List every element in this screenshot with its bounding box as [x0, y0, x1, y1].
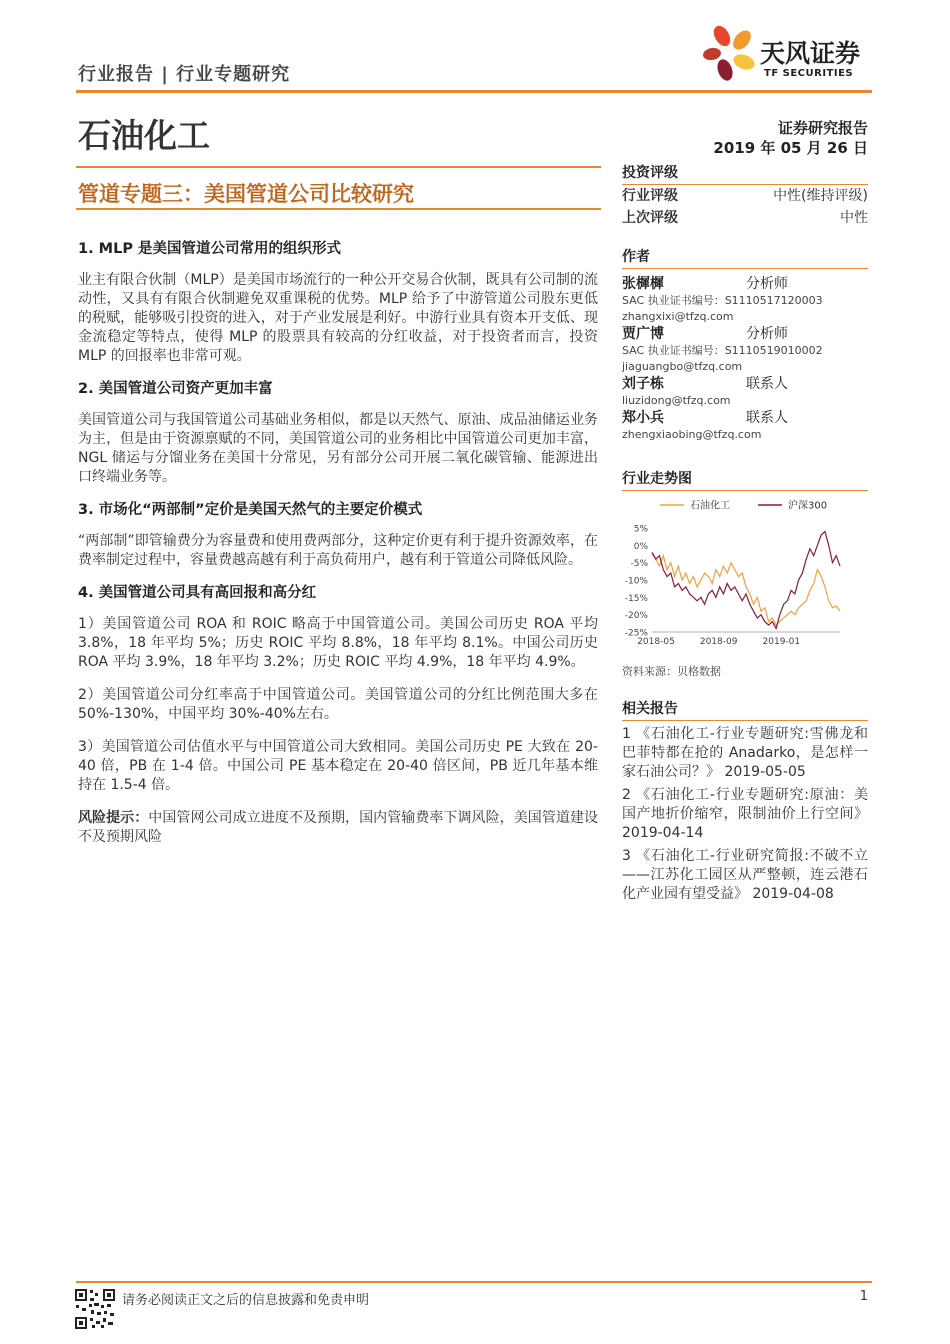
related-report-1[interactable]: 1 《石油化工-行业专题研究:雪佛龙和巴菲特都在抢的 Anadarko，是怎样一家石油公司？》 2019-05-05	[622, 726, 868, 780]
rating-title: 投资评级	[622, 162, 868, 185]
title-top-divider	[76, 166, 601, 168]
report-date: 2019 年 05 月 26 日	[713, 139, 868, 157]
report-type: 证券研究报告	[777, 119, 868, 137]
series-line-petrochem	[652, 554, 840, 625]
author-email[interactable]: zhangxixi@tfzq.com	[622, 310, 734, 323]
author-2	[622, 325, 868, 343]
related-report-2[interactable]: 2 《石油化工-行业专题研究:原油：美国产地折价缩窄，限制油价上行空间》 2019-04-14	[622, 787, 868, 841]
related-report-3[interactable]: 3 《石油化工-行业研究简报:不破不立——江苏化工园区从严整顿，连云港石化产业园有望受益》 2019-04-08	[622, 848, 868, 902]
y-tick-label: -25%	[624, 628, 648, 639]
qr-code-icon[interactable]	[74, 1288, 116, 1330]
section-4-point-3: 3）美国管道公司估值水平与中国管道公司大致相同。美国公司历史 PE 大致在 20-40 倍，PB 在 1-4 倍。中国公司 PE 基本稳定在 20-40 倍区间，PB 近几年基本维持在 1.5-4 倍。	[78, 739, 598, 793]
risk-label: 风险提示：	[78, 810, 149, 826]
disclaimer-note: 请务必阅读正文之后的信息披露和免责申明	[122, 1293, 370, 1308]
y-tick-label: -15%	[624, 593, 648, 604]
author-3	[622, 375, 868, 393]
section-3-text: “两部制”即管输费分为容量费和使用费两部分，这种定价更有利于提升资源效率，在费率制定过程中，容量费越高越有利于高负荷用户，越有利于管道公司降低风险。	[78, 533, 598, 568]
prev-rating-value: 中性	[840, 210, 868, 226]
trend-title: 行业走势图	[622, 468, 868, 491]
section-3-heading: 3. 市场化“两部制”定价是美国天然气的主要定价模式	[78, 502, 423, 518]
author-role: 联系人	[746, 376, 788, 392]
author-email[interactable]: zhengxiaobing@tfzq.com	[622, 428, 762, 441]
author-role: 联系人	[746, 410, 788, 426]
legend-label-petrochem: 石油化工	[690, 500, 730, 512]
authors-panel	[622, 246, 868, 443]
risk-text: 中国管网公司成立进度不及预期，国内管输费率下调风险，美国管道建设不及预期风险	[78, 810, 599, 845]
author-role: 分析师	[746, 326, 788, 342]
prev-rating-label: 上次评级	[622, 210, 678, 226]
author-title: 作者	[622, 246, 868, 269]
author-4	[622, 409, 868, 427]
author-name: 郑小兵	[622, 410, 664, 426]
footer-divider	[76, 1281, 872, 1283]
author-role: 分析师	[746, 276, 788, 292]
risk-warning	[78, 809, 598, 847]
y-tick-label: 5%	[633, 524, 648, 535]
prev-rating-row	[622, 207, 868, 229]
y-tick-label: -5%	[630, 559, 648, 570]
section-1-text: 业主有限合伙制（MLP）是美国市场流行的一种公开交易合伙制，既具有公司制的流动性，又具有有限合伙制避免双重课税的优势。MLP 给予了中游管道公司股东更低的税赋，能够吸引投资的进入，对于产业发展是利好。中游行业具有资本开支低、现金流稳定等特点，使得 MLP 的股票具有较高的分红收益，对于投资者而言，投资 MLP 的回报率也非常可观。	[78, 272, 598, 364]
rating-value: 中性(维持评级)	[773, 188, 868, 204]
page-number: 1	[859, 1289, 868, 1304]
rating-row	[622, 185, 868, 207]
related-list	[622, 725, 868, 904]
author-cert: SAC 执业证书编号：S1110519010002	[622, 344, 823, 357]
chart-source: 资料来源：贝格数据	[622, 665, 721, 678]
company-logo	[700, 22, 875, 86]
author-name: 贾广博	[622, 326, 664, 342]
author-name: 刘子栋	[622, 376, 664, 392]
section-2-heading: 2. 美国管道公司资产更加丰富	[78, 381, 273, 397]
author-cert: SAC 执业证书编号：S1110517120003	[622, 294, 823, 307]
y-tick-label: -20%	[624, 611, 648, 622]
series-line-csi300	[652, 532, 840, 629]
industry-name: 石油化工	[78, 116, 210, 155]
trend-chart	[620, 494, 870, 650]
x-tick-label: 2019-01	[762, 637, 801, 647]
flower-logo-icon	[700, 22, 760, 86]
x-tick-label: 2018-05	[637, 637, 675, 647]
section-2-text: 美国管道公司与我国管道公司基础业务相似，都是以天然气、原油、成品油储运业务为主，但是由于资源禀赋的不同，美国管道公司的业务相比中国管道公司更加丰富，NGL 储运与分馏业务在美国十分常见，另有部分公司开展二氧化碳管输、能源进出口终端业务等。	[78, 412, 598, 485]
x-tick-label: 2018-09	[699, 637, 738, 647]
section-1-heading: 1. MLP 是美国管道公司常用的组织形式	[78, 241, 341, 257]
section-4-heading: 4. 美国管道公司具有高回报和高分红	[78, 585, 317, 601]
rating-panel	[622, 162, 868, 229]
author-1	[622, 275, 868, 293]
logo-english-text: TF SECURITIES	[764, 68, 854, 79]
report-title: 管道专题三：美国管道公司比较研究	[78, 182, 414, 206]
section-4-point-2: 2）美国管道公司分红率高于中国管道公司。美国管道公司的分红比例范围大多在 50%-130%，中国平均 30%-40%左右。	[78, 687, 598, 722]
author-email[interactable]: jiaguangbo@tfzq.com	[622, 360, 743, 373]
title-bottom-divider	[76, 208, 601, 210]
y-tick-label: 0%	[633, 541, 648, 552]
chart-legend	[660, 499, 827, 512]
related-panel	[622, 698, 868, 908]
trend-panel	[622, 468, 868, 491]
author-email[interactable]: liuzidong@tfzq.com	[622, 394, 731, 407]
y-tick-label: -10%	[624, 576, 648, 587]
logo-chinese-text: 天风证券	[760, 39, 861, 68]
report-category: 行业报告 | 行业专题研究	[78, 64, 291, 85]
legend-label-csi300: 沪深300	[788, 500, 828, 512]
header-divider	[76, 90, 872, 93]
author-name: 张樨樨	[622, 276, 664, 292]
rating-label: 行业评级	[622, 188, 678, 204]
related-title: 相关报告	[622, 698, 868, 721]
section-4-point-1: 1）美国管道公司 ROA 和 ROIC 略高于中国管道公司。美国公司历史 ROA 平均 3.8%，18 年平均 5%；历史 ROIC 平均 8.8%，18 年平均 8.1%。中国公司历史 ROA 平均 3.9%，18 年平均 3.2%；历史 ROIC 平均 4.9%，18 年平均 4.9%。	[78, 616, 598, 670]
report-body	[78, 240, 598, 861]
